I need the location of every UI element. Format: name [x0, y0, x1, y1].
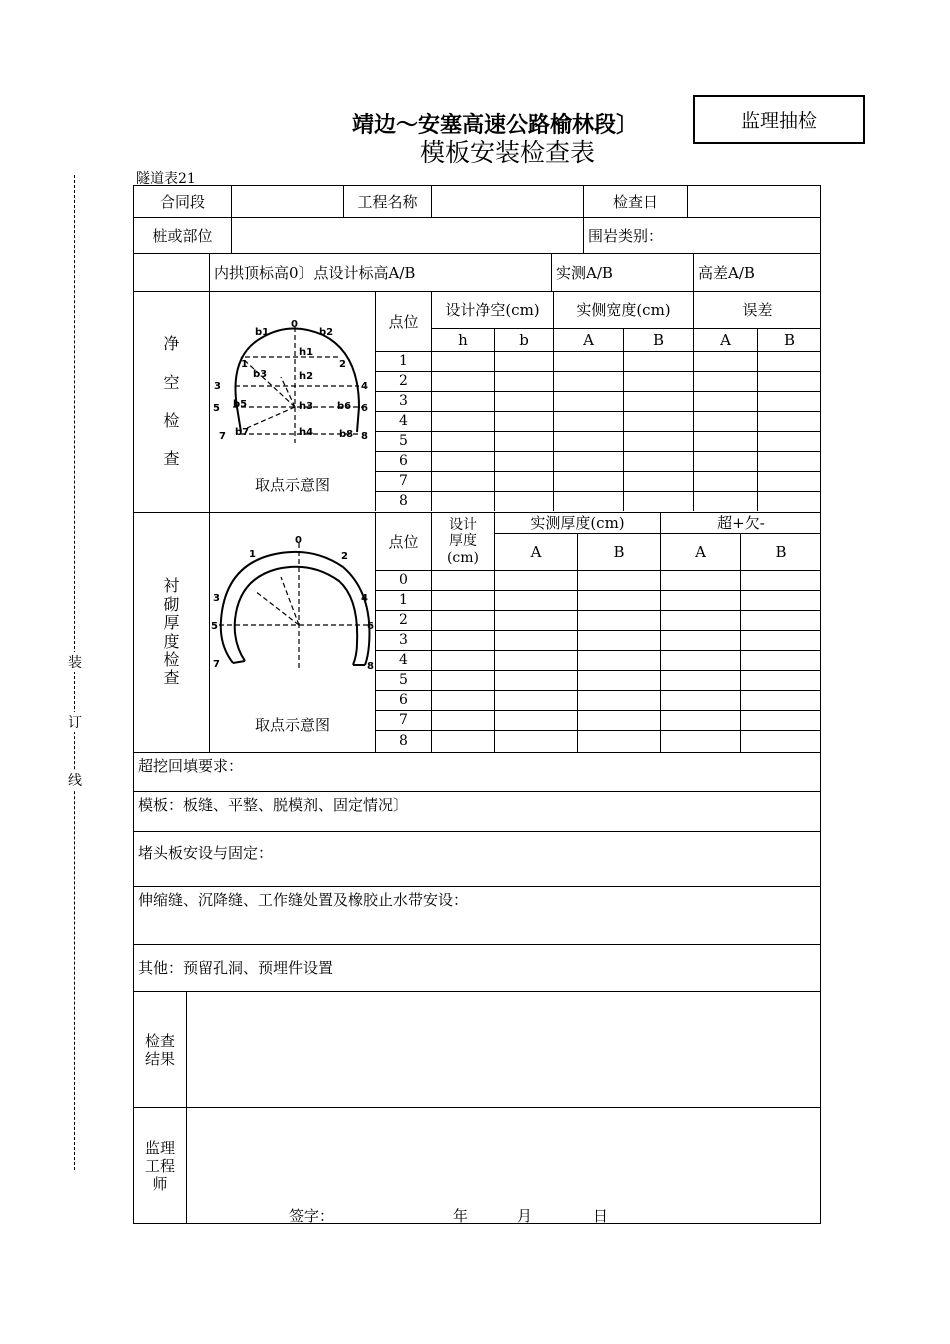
- lining-point-header: 点位: [375, 512, 431, 570]
- svg-text:1: 1: [241, 359, 248, 370]
- lining-value-cell[interactable]: [660, 630, 740, 650]
- lining-diagram-caption: 取点示意图: [254, 716, 330, 734]
- clearance-value-cell[interactable]: [757, 391, 821, 411]
- binding-char-1: 装: [66, 652, 84, 672]
- lining-value-cell[interactable]: [740, 670, 821, 690]
- clearance-label-char: 检: [163, 411, 180, 430]
- supervision-stamp: 监理抽检: [693, 95, 865, 144]
- clearance-sub-header: h: [431, 328, 494, 351]
- clearance-error-header: 误差: [693, 291, 821, 328]
- clearance-value-cell[interactable]: [693, 411, 757, 431]
- clearance-value-cell[interactable]: [757, 431, 821, 451]
- clearance-point-number: 8: [375, 491, 431, 511]
- clearance-value-cell[interactable]: [494, 471, 553, 491]
- clearance-label-char: 空: [163, 372, 180, 392]
- lining-sub-header: A: [660, 533, 740, 570]
- station-value[interactable]: [231, 217, 583, 253]
- svg-text:h1: h1: [299, 347, 314, 358]
- lining-value-cell[interactable]: [577, 590, 660, 610]
- contract-label: 合同段: [133, 185, 231, 217]
- lining-value-cell[interactable]: [494, 690, 577, 710]
- svg-text:3: 3: [213, 593, 220, 604]
- engineer-label-line: 工程: [144, 1157, 175, 1175]
- svg-text:1: 1: [249, 549, 256, 560]
- lining-value-cell[interactable]: [431, 650, 494, 670]
- project-name-label: 工程名称: [343, 185, 431, 217]
- contract-value[interactable]: [231, 185, 343, 217]
- clearance-value-cell[interactable]: [431, 451, 494, 471]
- lining-value-cell[interactable]: [494, 610, 577, 630]
- lining-value-cell[interactable]: [740, 730, 821, 752]
- lining-check-label: [133, 512, 209, 752]
- clearance-value-cell[interactable]: [553, 351, 623, 371]
- lining-value-cell[interactable]: [660, 590, 740, 610]
- clearance-sub-header: B: [623, 328, 693, 351]
- measured-elevation: 实测A/B: [551, 253, 693, 291]
- crown-blank-cell: [133, 253, 209, 291]
- lining-point-number: 7: [375, 710, 431, 730]
- lining-value-cell[interactable]: [431, 590, 494, 610]
- svg-text:5: 5: [213, 403, 220, 414]
- clearance-label-char: 净: [163, 334, 180, 354]
- inspection-form: [133, 185, 821, 1224]
- clearance-point-number: 4: [375, 411, 431, 431]
- clearance-value-cell[interactable]: [757, 411, 821, 431]
- clearance-value-cell[interactable]: [623, 431, 693, 451]
- lining-value-cell[interactable]: [494, 730, 577, 752]
- lining-value-cell[interactable]: [494, 670, 577, 690]
- clearance-value-cell[interactable]: [693, 371, 757, 391]
- clearance-point-number: 5: [375, 431, 431, 451]
- end-plate-installation: 堵头板安设与固定：: [133, 831, 821, 886]
- formwork-condition: 模板：板缝、平整、脱模剂、固定情况〕: [133, 791, 821, 831]
- clearance-value-cell[interactable]: [757, 491, 821, 511]
- clearance-point-number: 7: [375, 471, 431, 491]
- lining-value-cell[interactable]: [577, 610, 660, 630]
- svg-text:b7: b7: [235, 427, 250, 438]
- other-items: 其他：预留孔洞、预埋件设置: [133, 944, 821, 991]
- svg-text:5: 5: [211, 621, 218, 632]
- svg-text:b6: b6: [337, 401, 352, 412]
- clearance-value-cell[interactable]: [623, 471, 693, 491]
- lining-value-cell[interactable]: [740, 690, 821, 710]
- lining-value-cell[interactable]: [494, 710, 577, 730]
- clearance-label-char: 查: [163, 449, 180, 469]
- clearance-point-number: 3: [375, 391, 431, 411]
- clearance-value-cell[interactable]: [494, 431, 553, 451]
- svg-text:h4: h4: [299, 427, 314, 438]
- clearance-value-cell[interactable]: [553, 411, 623, 431]
- lining-value-cell[interactable]: [431, 730, 494, 752]
- svg-text:7: 7: [213, 659, 220, 670]
- clearance-sub-header: B: [757, 328, 821, 351]
- lining-value-cell[interactable]: [660, 690, 740, 710]
- measured-width-header: 实侧宽度(cm): [553, 291, 693, 328]
- clearance-value-cell[interactable]: [623, 351, 693, 371]
- elevation-difference: 高差A/B: [693, 253, 821, 291]
- clearance-point-number: 1: [375, 351, 431, 371]
- clearance-value-cell[interactable]: [494, 411, 553, 431]
- lining-label-char: 厚: [163, 613, 180, 633]
- project-name-value[interactable]: [431, 185, 583, 217]
- lining-sub-header: B: [740, 533, 821, 570]
- clearance-value-cell[interactable]: [757, 451, 821, 471]
- clearance-value-cell[interactable]: [553, 451, 623, 471]
- lining-value-cell[interactable]: [660, 650, 740, 670]
- clearance-value-cell[interactable]: [757, 351, 821, 371]
- rock-class-label: 围岩类别：: [583, 217, 821, 253]
- binding-char-2: 订: [66, 712, 84, 732]
- sign-year: 年: [453, 1207, 469, 1225]
- svg-text:8: 8: [367, 661, 374, 672]
- signature-label: 签字：: [289, 1207, 335, 1225]
- clearance-value-cell[interactable]: [693, 351, 757, 371]
- clearance-value-cell[interactable]: [553, 371, 623, 391]
- lining-value-cell[interactable]: [431, 710, 494, 730]
- svg-text:6: 6: [367, 621, 374, 632]
- measured-thickness-header: 实测厚度(cm): [494, 512, 660, 533]
- lining-point-number: 0: [375, 570, 431, 590]
- lining-value-cell[interactable]: [660, 570, 740, 590]
- lining-value-cell[interactable]: [740, 630, 821, 650]
- clearance-value-cell[interactable]: [623, 411, 693, 431]
- engineer-label-line: 监理: [144, 1139, 175, 1157]
- clearance-value-cell[interactable]: [431, 411, 494, 431]
- clearance-check-label: [133, 291, 209, 512]
- lining-value-cell[interactable]: [431, 670, 494, 690]
- check-date-value[interactable]: [687, 185, 821, 217]
- check-date-label: 检查日: [583, 185, 687, 217]
- form-number: 隧道表21: [136, 171, 196, 187]
- lining-value-cell[interactable]: [740, 710, 821, 730]
- clearance-sub-header: A: [693, 328, 757, 351]
- svg-text:0: 0: [295, 535, 302, 546]
- svg-text:6: 6: [361, 403, 368, 414]
- svg-text:4: 4: [361, 593, 368, 604]
- lining-point-number: 8: [375, 730, 431, 752]
- lining-value-cell[interactable]: [740, 610, 821, 630]
- lining-value-cell[interactable]: [740, 650, 821, 670]
- lining-value-cell[interactable]: [740, 590, 821, 610]
- clearance-value-cell[interactable]: [431, 431, 494, 451]
- clearance-value-cell[interactable]: [693, 391, 757, 411]
- engineer-label-line: 师: [152, 1175, 168, 1193]
- lining-label-char: 衬: [163, 576, 180, 596]
- lining-value-cell[interactable]: [431, 690, 494, 710]
- svg-text:h3: h3: [299, 401, 314, 412]
- lining-value-cell[interactable]: [577, 630, 660, 650]
- clearance-value-cell[interactable]: [431, 351, 494, 371]
- lining-value-cell[interactable]: [660, 670, 740, 690]
- binding-dashed-line: [74, 175, 75, 1170]
- clearance-value-cell[interactable]: [553, 431, 623, 451]
- lining-value-cell[interactable]: [577, 710, 660, 730]
- lining-value-cell[interactable]: [660, 730, 740, 752]
- lining-value-cell[interactable]: [494, 590, 577, 610]
- lining-point-number: 1: [375, 590, 431, 610]
- lining-value-cell[interactable]: [660, 710, 740, 730]
- supervising-engineer-value[interactable]: [186, 1107, 821, 1224]
- lining-sub-header: A: [494, 533, 577, 570]
- clearance-value-cell[interactable]: [431, 471, 494, 491]
- clearance-sub-header: b: [494, 328, 553, 351]
- svg-text:h2: h2: [299, 371, 314, 382]
- check-result-label: [133, 991, 186, 1107]
- check-result-value[interactable]: [186, 991, 821, 1107]
- over-under-header: 超+欠-: [660, 512, 821, 533]
- clearance-value-cell[interactable]: [623, 491, 693, 511]
- sign-month: 月: [517, 1207, 533, 1225]
- svg-text:b8: b8: [339, 429, 354, 440]
- lining-value-cell[interactable]: [431, 570, 494, 590]
- joint-waterstop-installation: 伸缩缝、沉降缝、工作缝处置及橡胶止水带安设：: [133, 886, 821, 944]
- clearance-diagram-caption: 取点示意图: [254, 476, 330, 494]
- clearance-point-number: 2: [375, 371, 431, 391]
- check-result-line: 结果: [144, 1049, 175, 1068]
- clearance-value-cell[interactable]: [553, 391, 623, 411]
- lining-label-char: 砌: [163, 594, 180, 614]
- lining-value-cell[interactable]: [660, 610, 740, 630]
- svg-text:2: 2: [341, 551, 348, 562]
- clearance-value-cell[interactable]: [693, 451, 757, 471]
- clearance-value-cell[interactable]: [431, 491, 494, 511]
- lining-value-cell[interactable]: [577, 690, 660, 710]
- design-thickness-header: [431, 512, 494, 570]
- lining-value-cell[interactable]: [577, 570, 660, 590]
- svg-text:3: 3: [214, 381, 221, 392]
- crown-design-elevation: 内拱顶标高0〕点设计标高A/B: [209, 253, 551, 291]
- design-clearance-header: 设计净空(cm): [431, 291, 553, 328]
- clearance-value-cell[interactable]: [693, 491, 757, 511]
- lining-value-cell[interactable]: [494, 650, 577, 670]
- lining-value-cell[interactable]: [494, 630, 577, 650]
- svg-text:7: 7: [219, 431, 226, 442]
- overbreak-backfill: 超挖回填要求：: [133, 752, 821, 791]
- design-thickness-line: 厚度: [449, 533, 477, 550]
- lining-point-number: 2: [375, 610, 431, 630]
- clearance-value-cell[interactable]: [494, 371, 553, 391]
- form-title: 模板安装检查表: [420, 138, 596, 167]
- lining-sub-header: B: [577, 533, 660, 570]
- clearance-value-cell[interactable]: [494, 351, 553, 371]
- clearance-value-cell[interactable]: [553, 491, 623, 511]
- lining-label-char: 检: [163, 649, 180, 669]
- lining-value-cell[interactable]: [431, 630, 494, 650]
- lining-point-number: 3: [375, 630, 431, 650]
- clearance-point-number: 6: [375, 451, 431, 471]
- supervising-engineer-label: [133, 1107, 186, 1224]
- lining-label-char: 度: [163, 631, 180, 651]
- clearance-value-cell[interactable]: [757, 471, 821, 491]
- clearance-point-diagram: [211, 315, 375, 450]
- lining-value-cell[interactable]: [577, 650, 660, 670]
- lining-value-cell[interactable]: [577, 730, 660, 752]
- clearance-value-cell[interactable]: [757, 371, 821, 391]
- lining-point-number: 5: [375, 670, 431, 690]
- clearance-value-cell[interactable]: [494, 451, 553, 471]
- check-result-line: 检查: [144, 1031, 175, 1050]
- binding-char-3: 线: [66, 770, 84, 790]
- svg-text:b3: b3: [253, 369, 268, 380]
- clearance-point-header: 点位: [375, 291, 431, 351]
- clearance-value-cell[interactable]: [693, 431, 757, 451]
- lining-value-cell[interactable]: [740, 570, 821, 590]
- clearance-value-cell[interactable]: [494, 391, 553, 411]
- svg-text:0: 0: [291, 319, 298, 330]
- clearance-value-cell[interactable]: [553, 471, 623, 491]
- lining-value-cell[interactable]: [494, 570, 577, 590]
- document-title: 靖边～安塞高速公路榆林段〕: [352, 113, 639, 138]
- lining-label-char: 查: [163, 668, 180, 688]
- design-thickness-line: (cm): [446, 549, 480, 566]
- design-thickness-line: 设计: [449, 517, 477, 534]
- clearance-value-cell[interactable]: [623, 371, 693, 391]
- station-label: 桩或部位: [133, 217, 231, 253]
- svg-text:2: 2: [339, 359, 346, 370]
- clearance-sub-header: A: [553, 328, 623, 351]
- lining-value-cell[interactable]: [577, 670, 660, 690]
- clearance-value-cell[interactable]: [623, 451, 693, 471]
- svg-text:b2: b2: [319, 327, 334, 338]
- svg-text:b5: b5: [233, 399, 248, 410]
- lining-point-number: 4: [375, 650, 431, 670]
- clearance-value-cell[interactable]: [431, 391, 494, 411]
- svg-text:4: 4: [361, 381, 368, 392]
- svg-text:b1: b1: [255, 327, 270, 338]
- lining-point-number: 6: [375, 690, 431, 710]
- sign-day: 日: [593, 1207, 609, 1225]
- lining-point-diagram: [211, 535, 375, 675]
- clearance-value-cell[interactable]: [431, 371, 494, 391]
- lining-value-cell[interactable]: [431, 610, 494, 630]
- svg-text:8: 8: [361, 431, 368, 442]
- clearance-value-cell[interactable]: [693, 471, 757, 491]
- clearance-value-cell[interactable]: [494, 491, 553, 511]
- clearance-value-cell[interactable]: [623, 391, 693, 411]
